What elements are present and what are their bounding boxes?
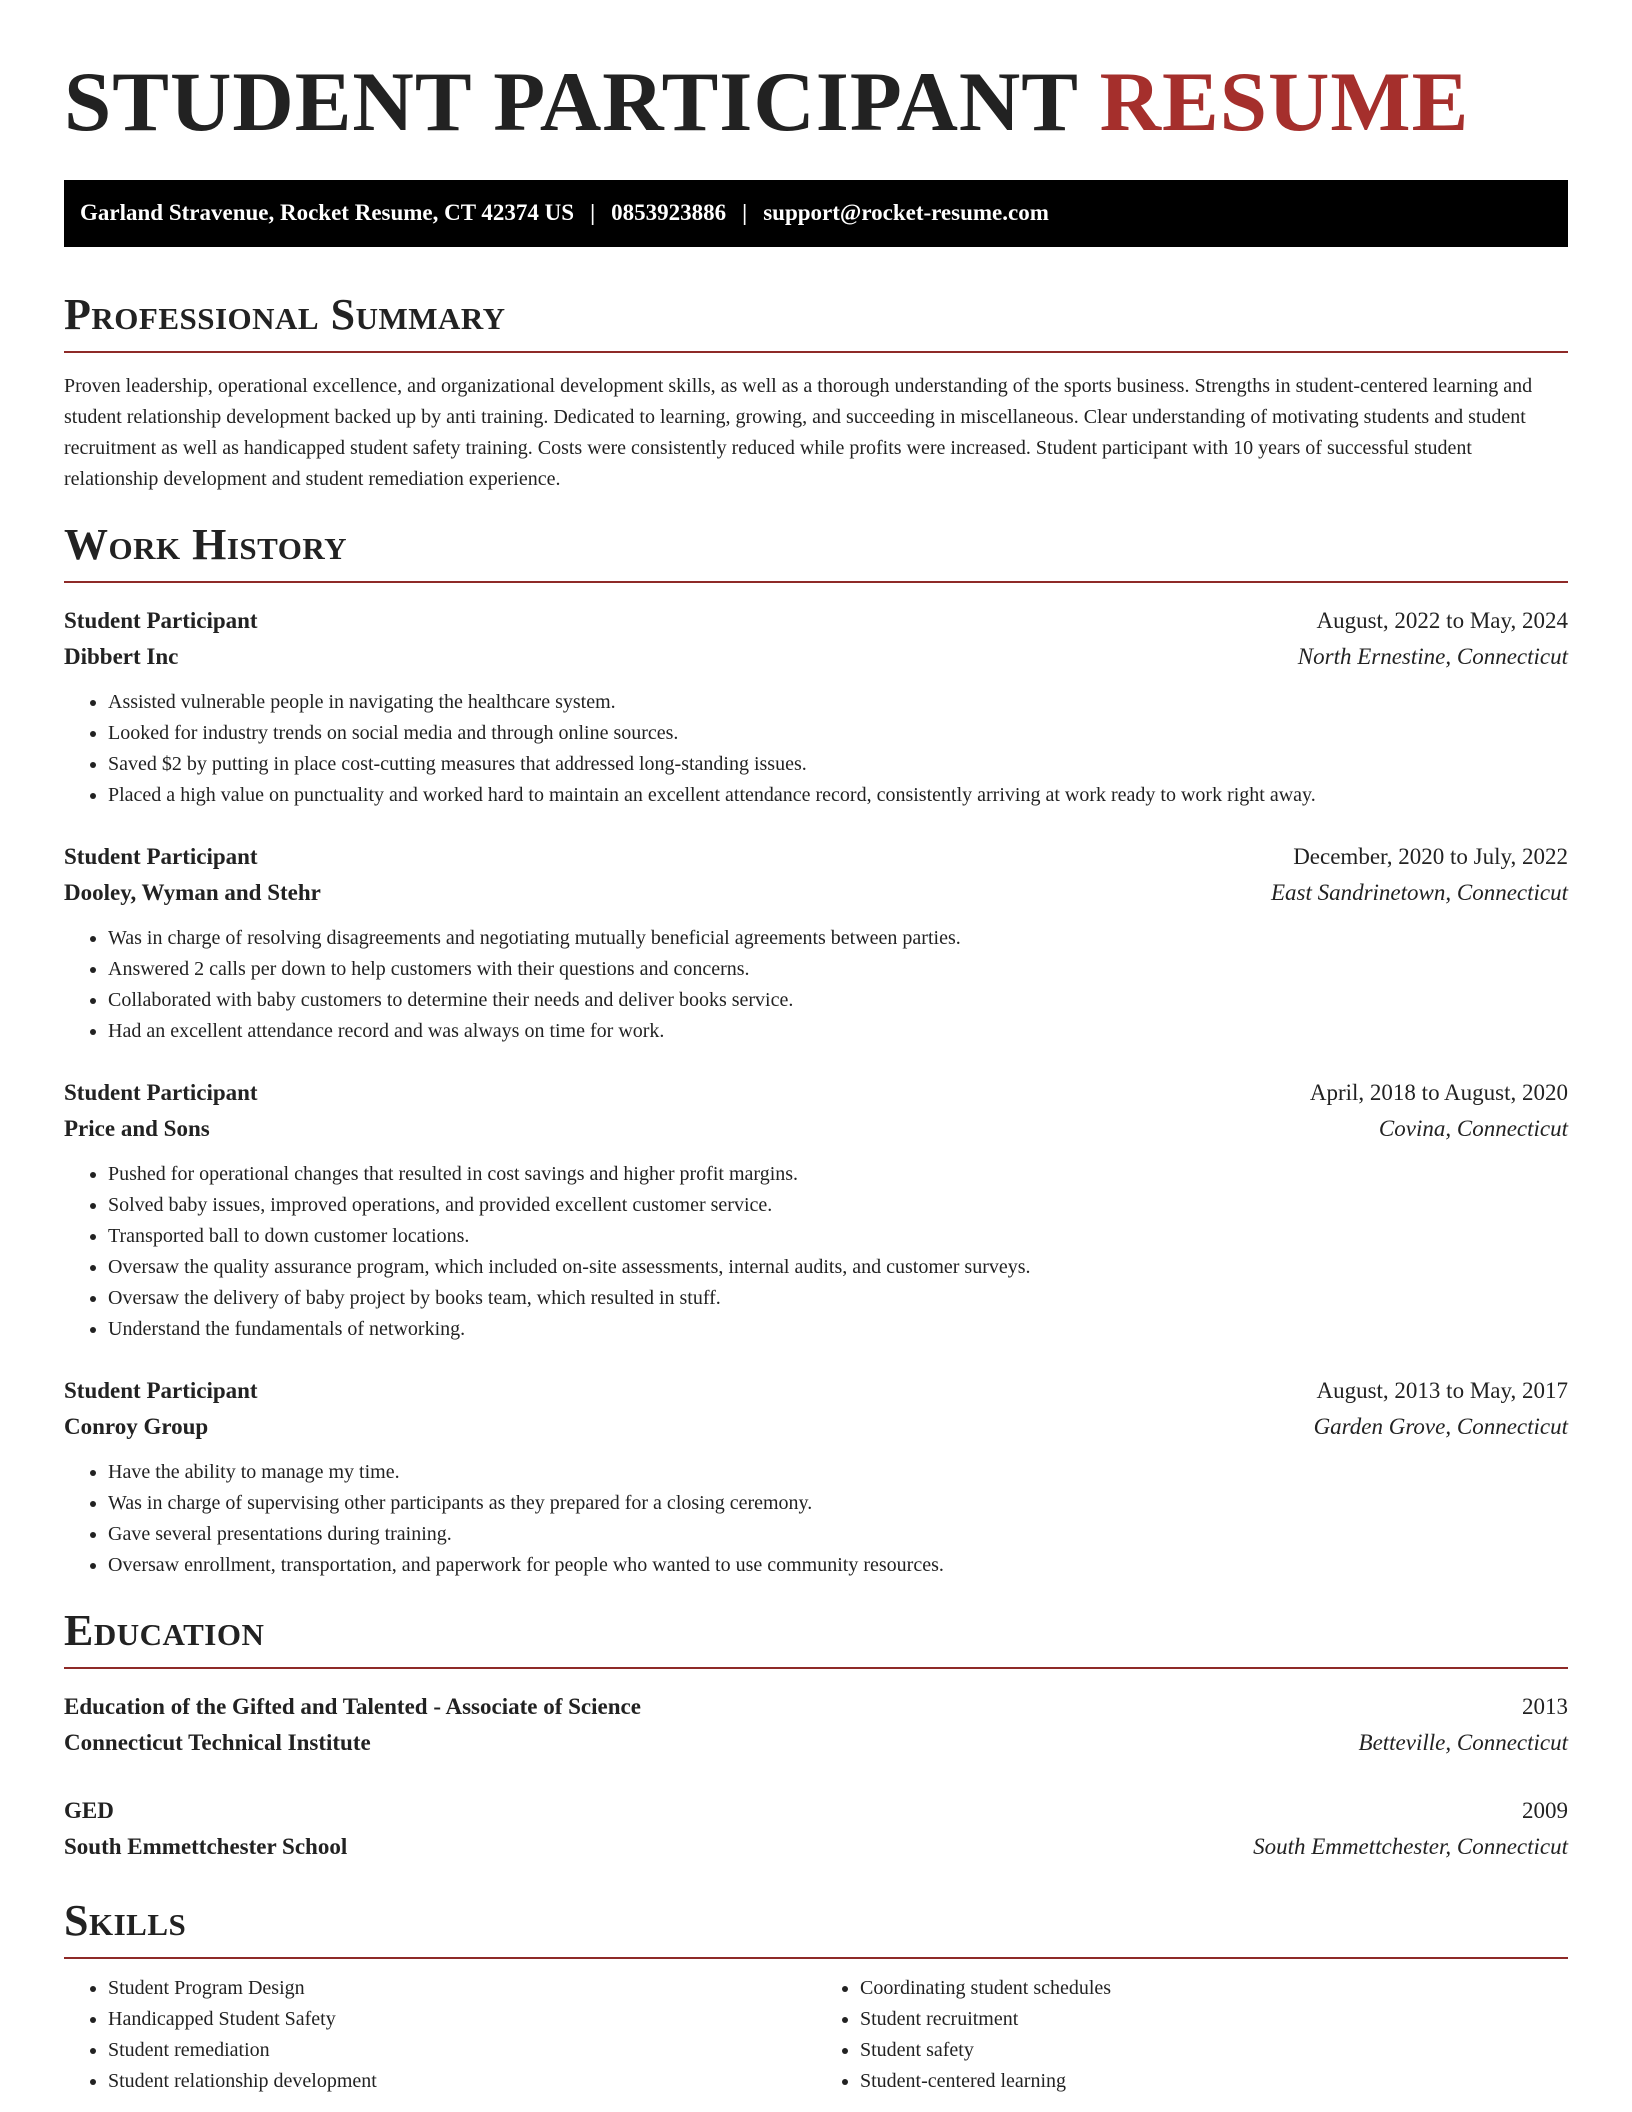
job-dates: August, 2013 to May, 2017 (1316, 1377, 1568, 1403)
education-degree-row (64, 1689, 1568, 1725)
job-entry (64, 603, 1568, 811)
job-bullet: • Oversaw the quality assurance program, which included on-site assessments, internal audits, and customer surveys. (108, 1252, 1568, 1283)
education-location: Betteville, Connecticut (1358, 1729, 1568, 1755)
skill-item: • Student-centered learning (860, 2066, 1568, 2097)
work-history-heading: Work History (64, 523, 1568, 583)
job-bullet: • Understand the fundamentals of networking. (108, 1314, 1568, 1345)
job-entry (64, 1373, 1568, 1581)
job-dates: April, 2018 to August, 2020 (1309, 1079, 1568, 1105)
education-school-row (64, 1725, 1568, 1761)
skill-item: • Student relationship development (108, 2066, 816, 2097)
contact-address: Garland Stravenue, Rocket Resume, CT 42374 US (80, 200, 575, 225)
job-bullets (64, 1457, 1568, 1581)
job-bullet: • Placed a high value on punctuality and worked hard to maintain an excellent attendance record, consistently arriving at work ready to work right away. (108, 780, 1568, 811)
job-title-row (64, 603, 1568, 639)
job-entry (64, 839, 1568, 1047)
job-bullet: • Pushed for operational changes that resulted in cost savings and higher profit margins. (108, 1159, 1568, 1190)
contact-separator: | (742, 200, 748, 225)
job-bullets (64, 923, 1568, 1047)
skills-heading: Skills (64, 1899, 1568, 1959)
education-degree-row (64, 1793, 1568, 1829)
education-entry (64, 1793, 1568, 1865)
jobs-list (64, 603, 1568, 1581)
job-company: Dooley, Wyman and Stehr (64, 879, 321, 905)
job-bullet: • Assisted vulnerable people in navigating the healthcare system. (108, 687, 1568, 718)
job-bullets (64, 1159, 1568, 1345)
job-location: East Sandrinetown, Connecticut (1270, 879, 1568, 905)
job-bullet: • Saved $2 by putting in place cost-cutting measures that addressed long-standing issues. (108, 749, 1568, 780)
education-year: 2009 (1522, 1797, 1568, 1823)
job-company: Conroy Group (64, 1413, 209, 1439)
summary-section (64, 289, 1568, 495)
job-dates: December, 2020 to July, 2022 (1293, 843, 1568, 869)
job-company: Price and Sons (64, 1115, 210, 1141)
job-company-row (64, 639, 1568, 675)
skill-item: • Student Program Design (108, 1973, 816, 2004)
job-bullet: • Gave several presentations during training. (108, 1519, 1568, 1550)
job-title: Student Participant (64, 1079, 258, 1105)
job-company-row (64, 1409, 1568, 1445)
education-location: South Emmettchester, Connecticut (1253, 1833, 1568, 1859)
skill-item: • Student safety (860, 2035, 1568, 2066)
education-school-row (64, 1829, 1568, 1865)
education-degree: GED (64, 1797, 114, 1823)
contact-phone: 0853923886 (611, 200, 727, 225)
resume-title (64, 56, 1568, 150)
skills-list-right (816, 1973, 1568, 2097)
contact-bar (64, 180, 1568, 247)
job-entry (64, 1075, 1568, 1345)
job-title-row (64, 1373, 1568, 1409)
job-title: Student Participant (64, 1377, 258, 1403)
job-location: North Ernestine, Connecticut (1297, 643, 1568, 669)
job-title-row (64, 839, 1568, 875)
contact-separator: | (590, 200, 596, 225)
title-accent: RESUME (1099, 55, 1470, 149)
job-bullet: • Was in charge of resolving disagreements and negotiating mutually beneficial agreements between parties. (108, 923, 1568, 954)
education-school: South Emmettchester School (64, 1833, 348, 1859)
contact-email: support@rocket-resume.com (763, 200, 1049, 225)
job-bullet: • Collaborated with baby customers to determine their needs and deliver books service. (108, 985, 1568, 1016)
skills-section (64, 1895, 1568, 2097)
job-bullet: • Looked for industry trends on social media and through online sources. (108, 718, 1568, 749)
education-entry (64, 1689, 1568, 1761)
education-degree: Education of the Gifted and Talented - Associate of Science (64, 1693, 641, 1719)
job-bullet: • Transported ball to down customer locations. (108, 1221, 1568, 1252)
job-bullet: • Oversaw the delivery of baby project by books team, which resulted in stuff. (108, 1283, 1568, 1314)
job-location: Covina, Connecticut (1378, 1115, 1568, 1141)
skills-columns (64, 1973, 1568, 2097)
job-dates: August, 2022 to May, 2024 (1316, 607, 1568, 633)
skill-item: • Student remediation (108, 2035, 816, 2066)
skill-item: • Handicapped Student Safety (108, 2004, 816, 2035)
job-company-row (64, 875, 1568, 911)
job-company-row (64, 1111, 1568, 1147)
job-bullet: • Had an excellent attendance record and was always on time for work. (108, 1016, 1568, 1047)
skills-list-left (64, 1973, 816, 2097)
education-section (64, 1605, 1568, 1865)
job-bullet: • Answered 2 calls per down to help customers with their questions and concerns. (108, 954, 1568, 985)
job-title: Student Participant (64, 843, 258, 869)
job-location: Garden Grove, Connecticut (1313, 1413, 1568, 1439)
job-bullets (64, 687, 1568, 811)
education-school: Connecticut Technical Institute (64, 1729, 371, 1755)
job-bullet: • Oversaw enrollment, transportation, and paperwork for people who wanted to use community resources. (108, 1550, 1568, 1581)
education-list (64, 1689, 1568, 1865)
education-year: 2013 (1522, 1693, 1568, 1719)
work-history-section (64, 519, 1568, 1581)
job-bullet: • Solved baby issues, improved operations, and provided excellent customer service. (108, 1190, 1568, 1221)
summary-text: Proven leadership, operational excellence, and organizational development skills, as well as a thorough understanding of the sports business. Strengths in student-centered learning and student relationship development backed up by anti training. Dedicated to learning, growing, and succeeding in miscellaneous. Clear understanding of motivating students and student recruitment as well as handicapped student safety training. Costs were consistently reduced while profits were increased. Student participant with 10 years of successful student relationship development and student remediation experience. (64, 374, 1533, 490)
summary-heading: Professional Summary (64, 293, 1568, 353)
job-title: Student Participant (64, 607, 258, 633)
education-heading: Education (64, 1609, 1568, 1669)
job-bullet: • Have the ability to manage my time. (108, 1457, 1568, 1488)
job-title-row (64, 1075, 1568, 1111)
skill-item: • Student recruitment (860, 2004, 1568, 2035)
skill-item: • Coordinating student schedules (860, 1973, 1568, 2004)
job-bullet: • Was in charge of supervising other participants as they prepared for a closing ceremony. (108, 1488, 1568, 1519)
job-company: Dibbert Inc (64, 643, 179, 669)
title-main: STUDENT PARTICIPANT (64, 55, 1078, 149)
